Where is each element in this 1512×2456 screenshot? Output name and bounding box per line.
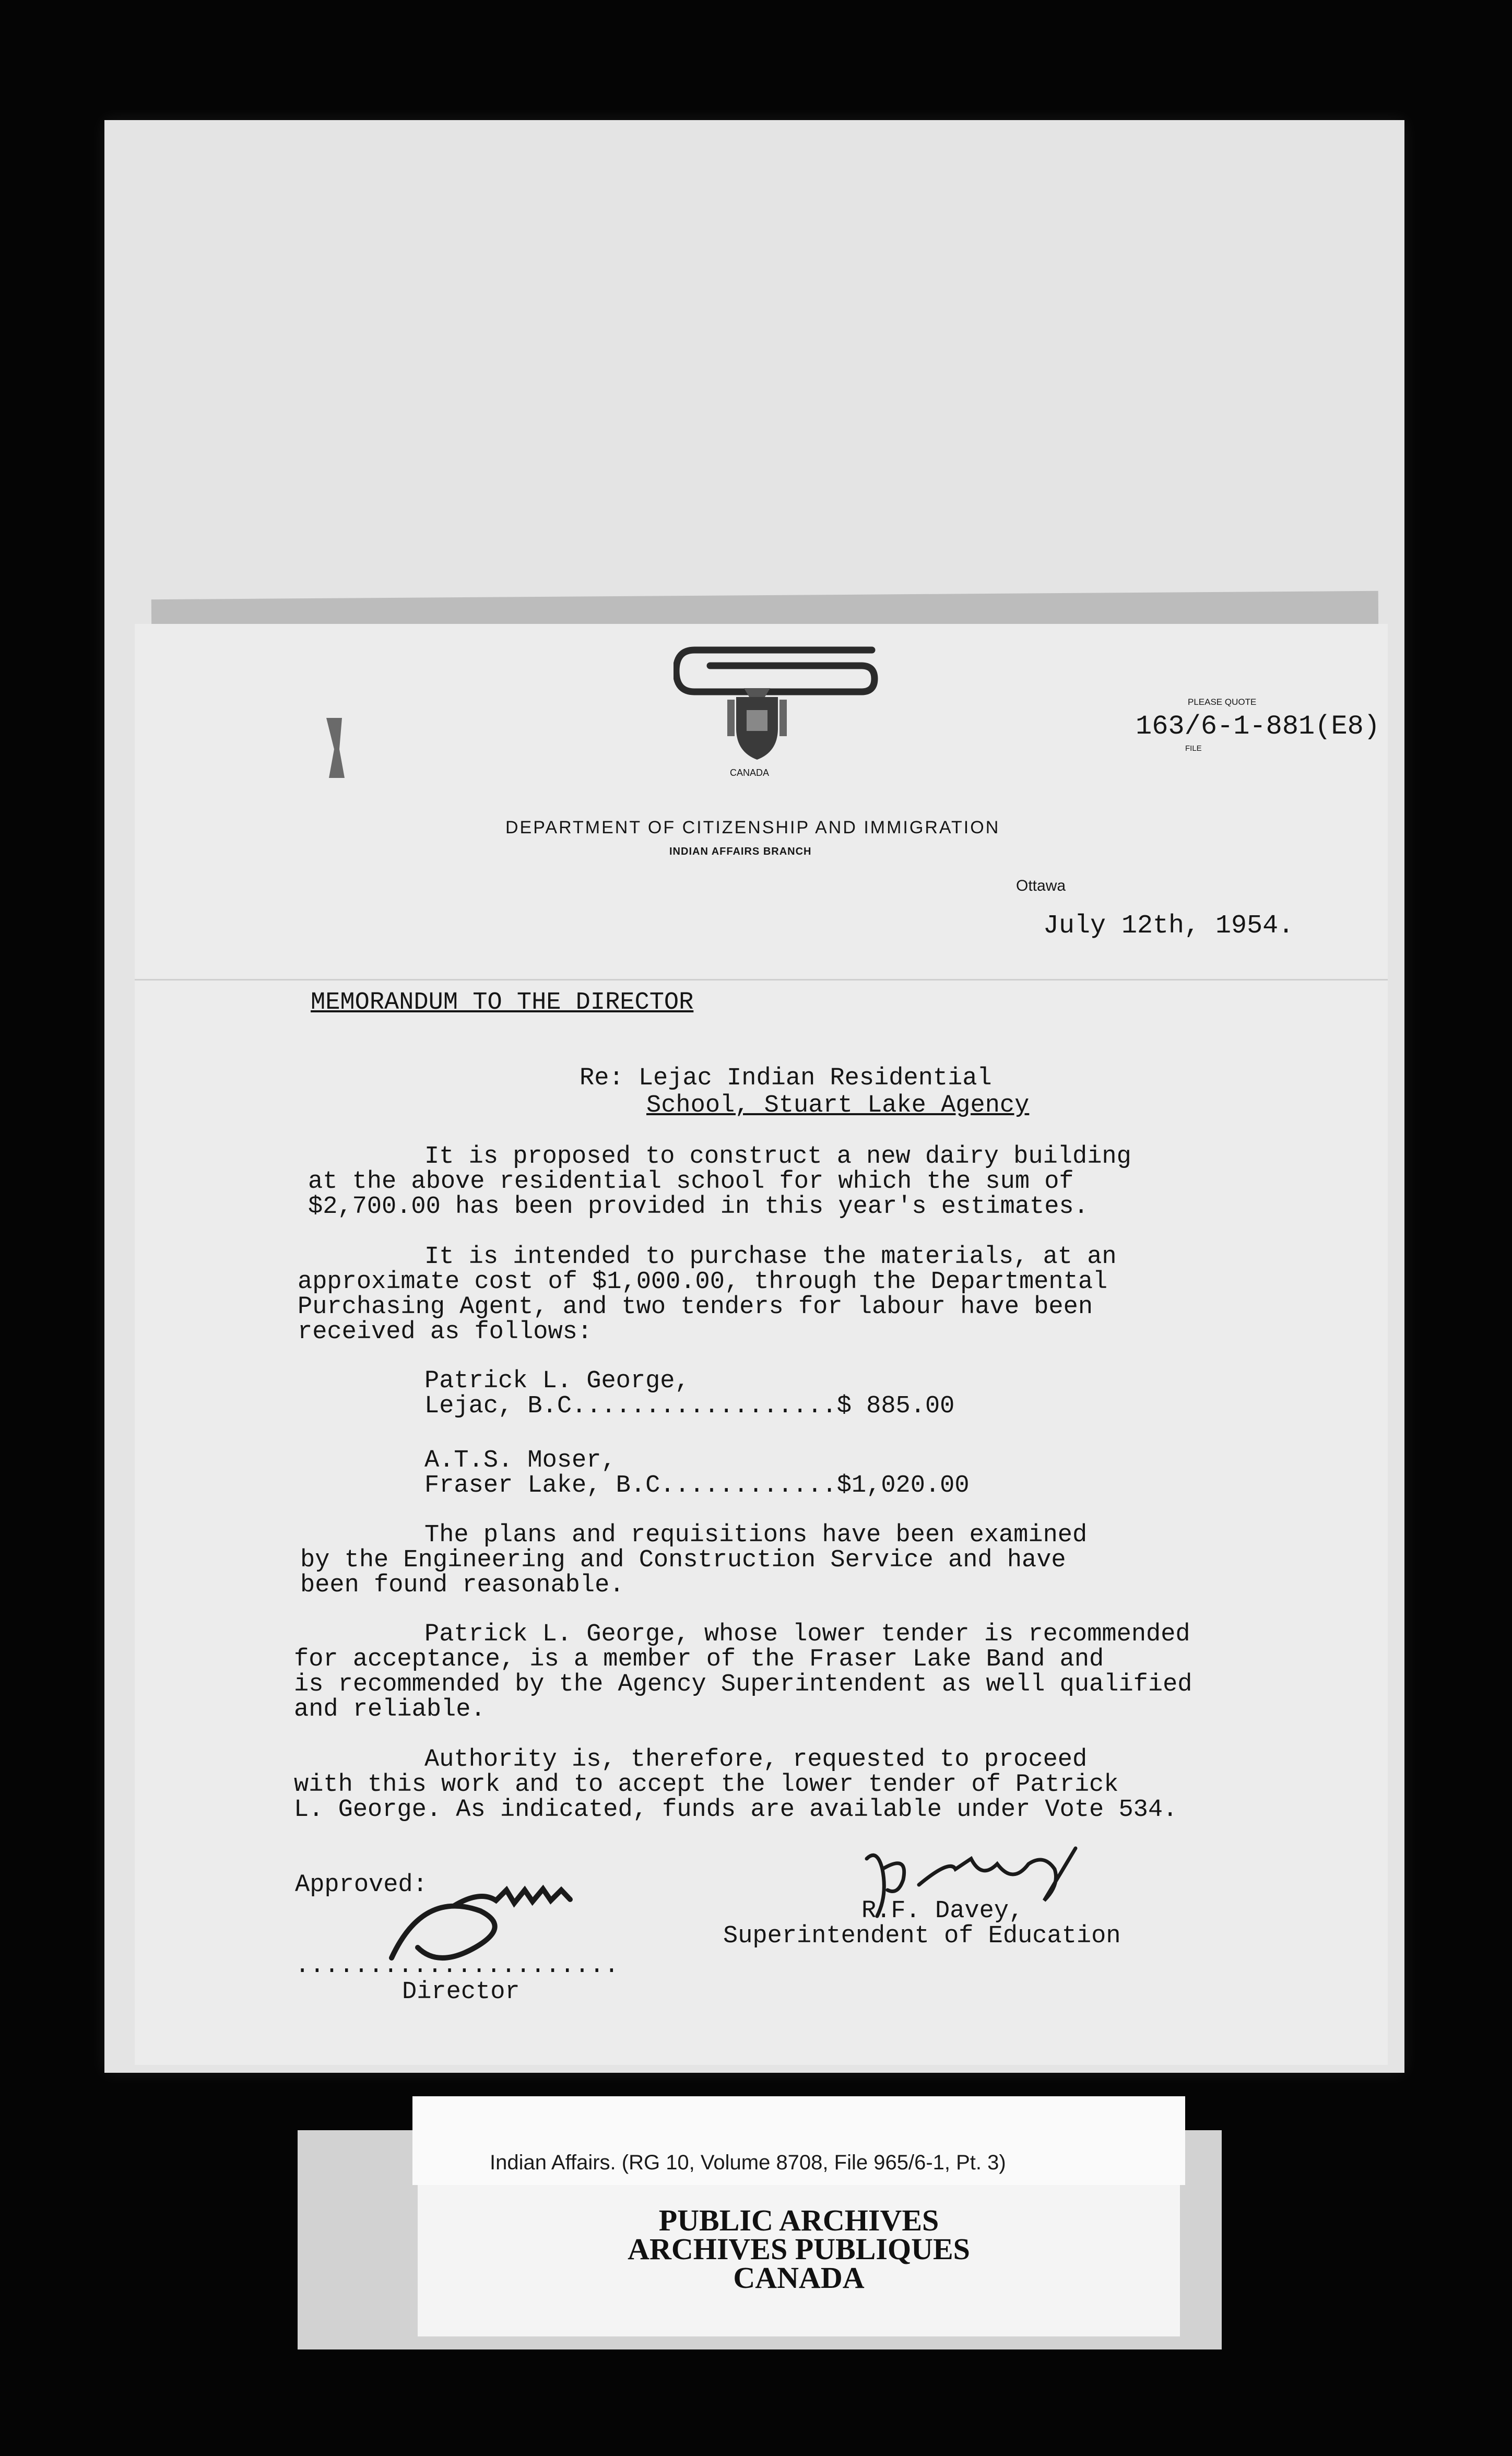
para2-line4: received as follows:: [298, 1318, 593, 1346]
re-line-2: School, Stuart Lake Agency: [646, 1092, 1030, 1119]
department-name: DEPARTMENT OF CITIZENSHIP AND IMMIGRATION: [505, 818, 1000, 837]
letter-date: July 12th, 1954.: [1043, 911, 1294, 941]
para1-line3: $2,700.00 has been provided in this year's estimates.: [308, 1193, 1089, 1221]
para3-line2: by the Engineering and Construction Service and have: [300, 1546, 1066, 1574]
staple-mark-icon: [318, 713, 350, 781]
para1-line2: at the above residential school for which the sum of: [308, 1168, 1074, 1196]
archive-reference: Indian Affairs. (RG 10, Volume 8708, File 965/6-1, Pt. 3): [490, 2151, 1006, 2174]
archive-stamp-line-3: CANADA: [733, 2261, 865, 2295]
file-number: 163/6-1-881(E8): [1136, 711, 1380, 742]
canada-crest-icon: [723, 684, 791, 762]
re-line-1: Re: Lejac Indian Residential: [580, 1065, 992, 1092]
para3-line1: The plans and requisitions have been examined: [424, 1521, 1088, 1549]
branch-name: INDIAN AFFAIRS BRANCH: [669, 846, 812, 857]
signatory-title: Superintendent of Education: [723, 1922, 1121, 1950]
para5-line1: Authority is, therefore, requested to proceed: [424, 1746, 1088, 1774]
approved-label: Approved:: [295, 1871, 428, 1899]
para3-line3: been found reasonable.: [300, 1572, 624, 1599]
para5-line2: with this work and to accept the lower tender of Patrick: [294, 1771, 1119, 1799]
file-label: FILE: [1185, 744, 1202, 753]
signatory-name: R.F. Davey,: [861, 1897, 1024, 1925]
tender-2-amount: Fraser Lake, B.C............$1,020.00: [424, 1472, 970, 1499]
para4-line4: and reliable.: [294, 1696, 486, 1723]
para2-line3: Purchasing Agent, and two tenders for labour have been: [298, 1293, 1093, 1321]
para5-line3: L. George. As indicated, funds are available under Vote 534.: [294, 1796, 1178, 1824]
para2-line2: approximate cost of $1,000.00, through the Departmental: [298, 1268, 1108, 1296]
para4-line3: is recommended by the Agency Superintendent as well qualified: [294, 1671, 1192, 1698]
para4-line2: for acceptance, is a member of the Fraser Lake Band and: [294, 1646, 1104, 1673]
para1-line1: It is proposed to construct a new dairy building: [424, 1143, 1131, 1171]
director-label: Director: [402, 1978, 520, 2006]
tender-2-name: A.T.S. Moser,: [424, 1447, 616, 1474]
para2-line1: It is intended to purchase the materials, at an: [424, 1243, 1117, 1271]
dotted-signature-line: ......................: [295, 1952, 619, 1980]
fold-line: [135, 979, 1388, 981]
archive-stamp-line-2: ARCHIVES PUBLIQUES: [628, 2232, 970, 2266]
para4-line1: Patrick L. George, whose lower tender is recommended: [424, 1621, 1190, 1648]
tender-1-name: Patrick L. George,: [424, 1367, 690, 1395]
tender-1-amount: Lejac, B.C..................$ 885.00: [424, 1392, 955, 1420]
city: Ottawa: [1016, 877, 1066, 894]
please-quote-label: PLEASE QUOTE: [1188, 697, 1257, 707]
archive-stamp-line-1: PUBLIC ARCHIVES: [658, 2203, 939, 2237]
crest-caption: CANADA: [730, 768, 770, 778]
memo-heading: MEMORANDUM TO THE DIRECTOR: [311, 989, 694, 1017]
